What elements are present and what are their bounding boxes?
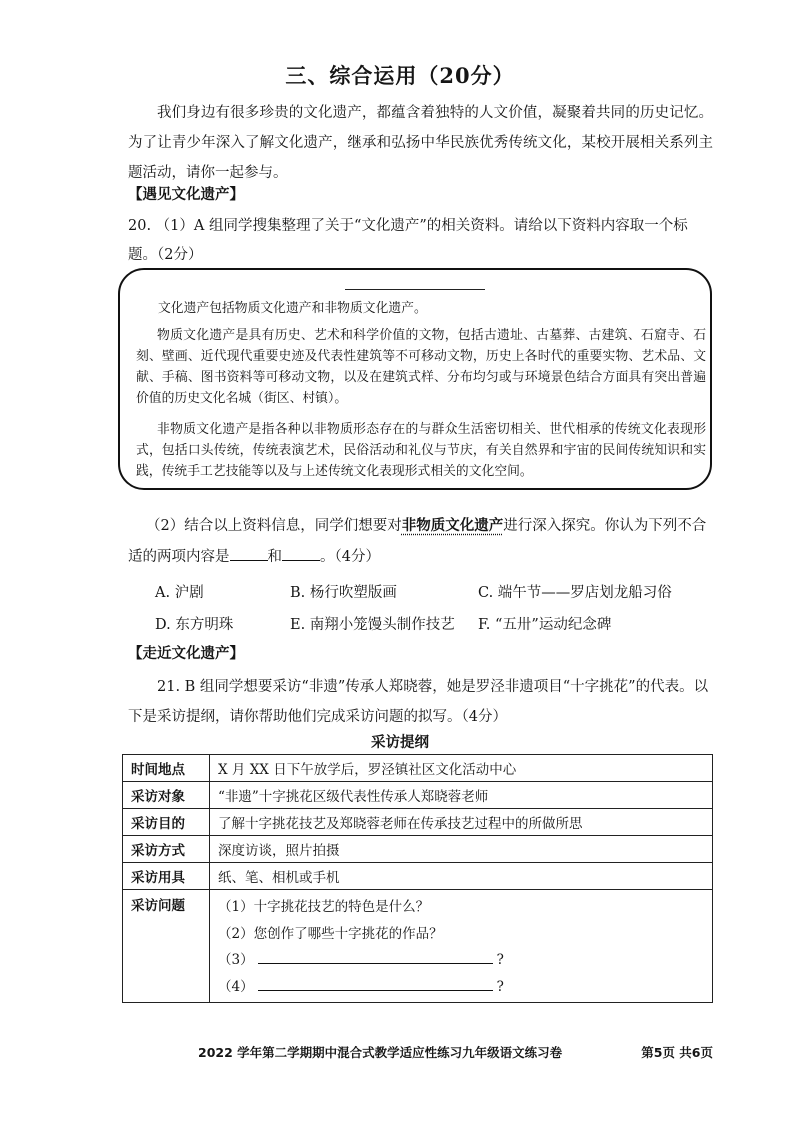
section-heading-approach: 【走近文化遗产】	[128, 645, 244, 662]
table-row	[123, 809, 713, 836]
option-f: F. “五卅”运动纪念碑	[478, 617, 612, 633]
footer-page-number: 第5页 共6页	[641, 1045, 713, 1060]
q3-label: （3）	[218, 952, 254, 968]
row-key: 采访方式	[123, 836, 210, 863]
question-20-part-2	[128, 510, 713, 573]
page-title: 三、综合运用（20分）	[285, 63, 515, 88]
row-value: 了解十字挑花技艺及郑晓蓉老师在传承技艺过程中的所做所思	[210, 809, 713, 836]
q20-2-emphasis: 非物质文化遗产	[401, 517, 504, 534]
row-key: 采访问题	[123, 890, 210, 1003]
row-value: X 月 XX 日下午放学后，罗泾镇社区文化活动中心	[210, 755, 713, 782]
row-key: 采访对象	[123, 782, 210, 809]
interview-question-1: （1）十字挑花技艺的特色是什么？	[218, 899, 430, 915]
question-3-answer-blank[interactable]	[258, 947, 493, 964]
option-e: E. 南翔小笼馒头制作技艺	[290, 617, 455, 633]
row-value: “非遗”十字挑花区级代表性传承人郑晓蓉老师	[210, 782, 713, 809]
question-21: 21. B 组同学想要采访“非遗”传承人郑晓蓉，她是罗泾非遗项目“十字挑花”的代表。以下是采访提纲，请你帮助他们完成采访问题的拟写。（4分）	[128, 679, 709, 725]
question-20-part-1: 20. （1）A 组同学搜集整理了关于“文化遗产”的相关资料。请给以下资料内容取一个标题。（2分）	[128, 218, 688, 263]
row-value: 深度访谈，照片拍摄	[210, 836, 713, 863]
option-d: D. 东方明珠	[155, 617, 234, 633]
table-row	[123, 863, 713, 890]
row-key: 采访用具	[123, 863, 210, 890]
q20-2-end: 。（4分）	[320, 549, 380, 565]
option-c: C. 端午节——罗店划龙船习俗	[478, 585, 672, 601]
row-value: 纸、笔、相机或手机	[210, 863, 713, 890]
page-footer	[198, 1043, 713, 1061]
q20-2-prefix: （2）结合以上资料信息，同学们想要对	[146, 518, 402, 534]
footer-exam-title: 2022 学年第二学期期中混合式教学适应性练习九年级语文练习卷	[198, 1045, 563, 1060]
question-4-answer-blank[interactable]	[258, 974, 493, 991]
q20-2-body: 进行深入探究。你认为下列不合适的两项内容是	[128, 518, 707, 565]
question-mark: ?	[496, 952, 504, 968]
table-row	[123, 836, 713, 863]
interview-outline-table	[122, 754, 713, 1003]
answer-blank-2[interactable]	[282, 547, 320, 561]
q20-2-and: 和	[267, 549, 282, 565]
answer-blank-1[interactable]	[230, 547, 268, 561]
q4-label: （4）	[218, 978, 254, 995]
table-row	[123, 755, 713, 782]
section-heading-encounter: 【遇见文化遗产】	[128, 186, 244, 203]
intro-paragraph: 我们身边有很多珍贵的文化遗产，都蕴含着独特的人文价值，凝聚着共同的历史记忆。为了让青少年深入了解文化遗产，继承和弘扬中华民族优秀传统文化，某校开展相关系列主题活动，请你一起参与。	[128, 105, 713, 181]
interview-question-2: （2）您创作了哪些十字挑花的作品？	[218, 925, 443, 942]
interview-outline-title: 采访提纲	[371, 734, 429, 751]
table-row	[123, 890, 713, 1003]
material-paragraph-2: 物质文化遗产是具有历史、艺术和科学价值的文物，包括古遗址、古墓葬、古建筑、石窟寺、石刻、壁画、近代现代重要史迹及代表性建筑等不可移动文物，历史上各时代的重要实物、艺术品、文献、手稿、图书资料等可移动文物，以及在建筑式样、分布均匀或与环境景色结合方面具有突出普遍价值的历史文化名城（街区、村镇）。	[136, 328, 706, 406]
interview-question-3	[218, 947, 704, 974]
title-answer-blank[interactable]	[345, 289, 485, 290]
row-key: 时间地点	[123, 755, 210, 782]
interview-question-4	[218, 974, 704, 1001]
option-a: A. 沪剧	[155, 585, 204, 601]
material-paragraph-3: 非物质文化遗产是指各种以非物质形态存在的与群众生活密切相关、世代相承的传统文化表现形式，包括口头传统，传统表演艺术，民俗活动和礼仪与节庆，有关自然界和宇宙的民间传统知识和实践，传统手工艺技能等以及与上述传统文化表现形式相关的文化空间。	[136, 422, 706, 479]
material-paragraph-1: 文化遗产包括物质文化遗产和非物质文化遗产。	[158, 301, 427, 316]
option-b: B. 杨行吹塑版画	[290, 585, 397, 601]
question-mark: ?	[496, 978, 504, 995]
interview-questions-cell	[210, 890, 713, 1003]
row-key: 采访目的	[123, 809, 210, 836]
table-row	[123, 782, 713, 809]
